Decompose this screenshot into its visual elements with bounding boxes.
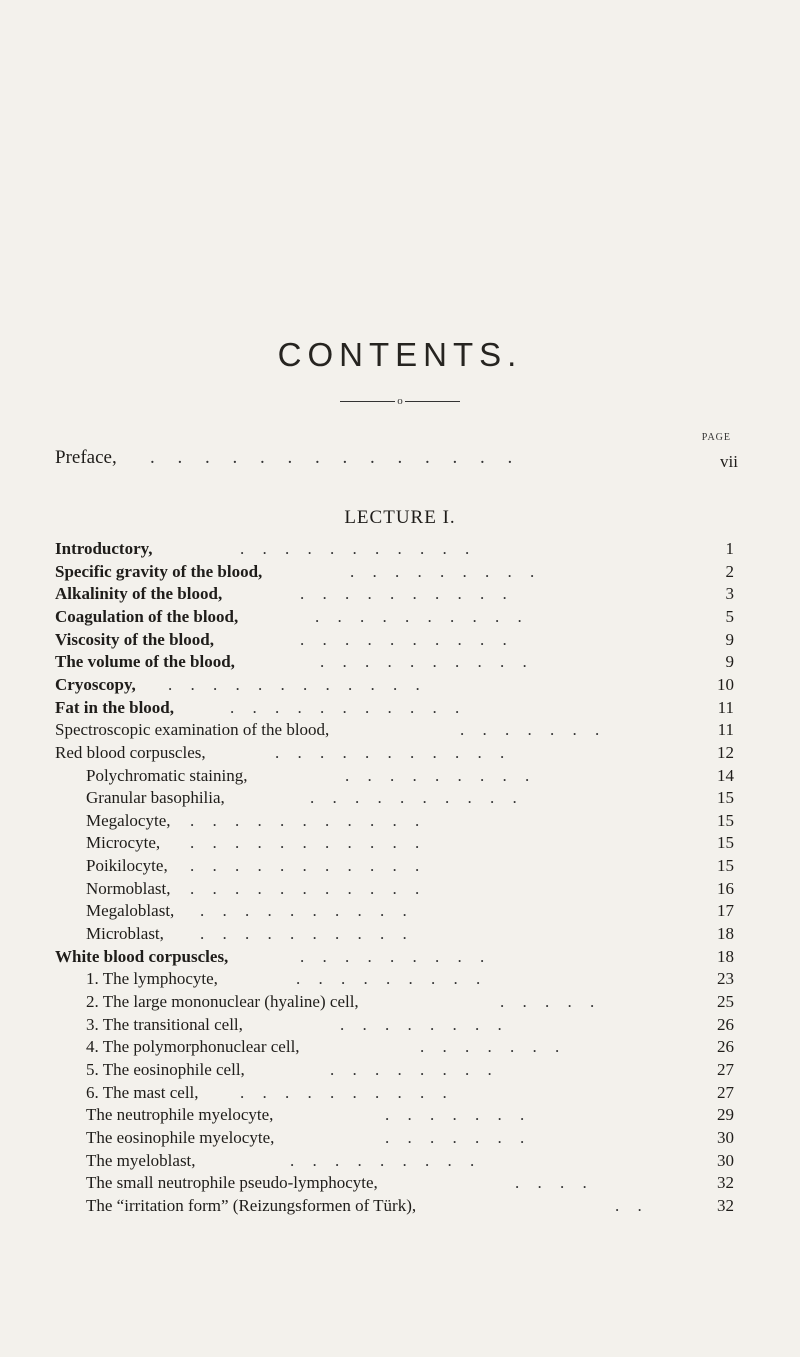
toc-entry-label: The “irritation form” (Reizungsformen of Türk),: [86, 1195, 417, 1215]
toc-entry: [0, 764, 800, 788]
toc-entry-leader: . . . . . . . . .: [300, 946, 492, 966]
toc-entry-page: 18: [717, 946, 734, 966]
toc-entry: [0, 1013, 800, 1037]
toc-entry-leader: . . . . . . . . . . .: [190, 810, 427, 830]
toc-entry-label: Coagulation of the blood,: [55, 606, 239, 626]
toc-entry-page: 12: [717, 742, 734, 762]
toc-entry-label: Cryoscopy,: [55, 674, 136, 694]
toc-entry-leader: . . . . . . . . .: [345, 765, 537, 785]
toc-entry-leader: . . . . . . . . . . .: [230, 697, 467, 717]
toc-entry-leader: . . . . . . .: [385, 1105, 532, 1125]
toc-entry-label: The small neutrophile pseudo-lymphocyte,: [86, 1173, 378, 1193]
toc-entry-page: 9: [725, 652, 734, 672]
toc-entry-page: 15: [717, 833, 734, 853]
toc-entry: [0, 945, 800, 969]
title-separator: [340, 395, 460, 407]
toc-entry-page: 27: [717, 1082, 734, 1102]
toc-entry-leader: . . . . . . . . . . .: [240, 539, 477, 558]
toc-entry: [0, 877, 800, 901]
toc-entry: [0, 831, 800, 855]
toc-entry: [0, 673, 800, 697]
toc-entry-page: 5: [725, 606, 734, 626]
toc-entry-preface: [0, 446, 800, 470]
toc-entry-page: 29: [717, 1105, 734, 1125]
toc-entry-page: 9: [725, 629, 734, 649]
toc-entry-page: 32: [717, 1195, 734, 1215]
toc-entry: [0, 560, 800, 584]
toc-entry-page: 27: [717, 1059, 734, 1079]
toc-entry-leader: . . . . . . . . .: [296, 969, 488, 989]
toc-entry-label: White blood corpuscles,: [55, 946, 229, 966]
separator-mark: o: [397, 395, 403, 407]
toc-entry-label: Microblast,: [86, 924, 164, 944]
toc-entry-label: The volume of the blood,: [55, 652, 235, 672]
toc-entry: [0, 1081, 800, 1105]
toc-entry: [0, 1126, 800, 1150]
toc-entry-page: 18: [717, 924, 734, 944]
toc-entry-page: vii: [720, 452, 738, 471]
lecture-heading: LECTURE I.: [344, 507, 456, 528]
toc-entry-label: 3. The transitional cell,: [86, 1014, 243, 1034]
toc-entry-leader: . . . . . . . . . .: [300, 629, 514, 649]
toc-entry-page: 25: [717, 992, 734, 1011]
toc-entry-leader: . . . . . . . .: [330, 1059, 499, 1079]
toc-entry-leader: . . . . . . . . . .: [320, 652, 534, 672]
toc-entry: [0, 1171, 800, 1195]
toc-entry-page: 17: [717, 901, 734, 921]
toc-entry: [0, 582, 800, 606]
toc-entry-leader: . . . . . . . . .: [290, 1150, 482, 1170]
toc-entry-label: 1. The lymphocyte,: [86, 969, 218, 989]
toc-entry: [0, 1194, 800, 1218]
toc-entry-leader: . . . . . . . . . . .: [190, 833, 427, 853]
toc-entry-label: 5. The eosinophile cell,: [86, 1059, 245, 1079]
toc-entry-leader: . . . . . . .: [385, 1127, 532, 1147]
toc-entry-page: 3: [725, 584, 734, 604]
toc-entry-leader: . . . . . . . . . . .: [190, 856, 427, 876]
toc-entry-label: Introductory,: [55, 539, 153, 558]
toc-entry: [0, 628, 800, 652]
toc-entry-page: 15: [717, 788, 734, 808]
toc-entry-label: 6. The mast cell,: [86, 1082, 199, 1102]
toc-entry: [0, 1149, 800, 1173]
toc-entry-leader: . . . .: [515, 1173, 594, 1193]
toc-entry-leader: . . . . . . . . .: [350, 561, 542, 581]
toc-entry-label: The myeloblast,: [86, 1150, 196, 1170]
toc-entry-leader: . . . . . . .: [420, 1037, 567, 1057]
toc-entry-label: Red blood corpuscles,: [55, 742, 206, 762]
separator-line-left: [340, 401, 395, 402]
toc-entry-leader: . . . . . . . . . .: [315, 606, 529, 626]
toc-entry-page: 15: [717, 856, 734, 876]
page-column-heading: PAGE: [701, 432, 731, 443]
toc-entry-leader: . . . . . . . . . .: [310, 788, 524, 808]
toc-entry-page: 16: [717, 878, 734, 898]
toc-entry-leader: . . . . . . . . . .: [200, 924, 414, 944]
toc-entry: [0, 537, 800, 561]
toc-entry-page: 11: [717, 720, 734, 740]
toc-entry-leader: . . . . . . . . . . . .: [168, 674, 427, 694]
toc-entry: [0, 1058, 800, 1082]
toc-entry: [0, 967, 800, 991]
toc-entry-label: Spectroscopic examination of the blood,: [55, 720, 330, 740]
toc-entry: [0, 854, 800, 878]
toc-entry: [0, 650, 800, 674]
toc-entry-label: Megaloblast,: [86, 901, 175, 921]
toc-entry: [0, 786, 800, 810]
toc-entry: [0, 696, 800, 720]
toc-entry-label: Preface,: [55, 447, 117, 468]
toc-entry: [0, 1035, 800, 1059]
toc-entry-label: Poikilocyte,: [86, 856, 168, 876]
toc-entry-label: Granular basophilia,: [86, 788, 225, 808]
toc-entry-page: 11: [717, 697, 734, 717]
toc-entry-label: The eosinophile myelocyte,: [86, 1127, 275, 1147]
toc-entry-page: 30: [717, 1127, 734, 1147]
toc-entry-label: 4. The polymorphonuclear cell,: [86, 1037, 300, 1057]
toc-entry-label: Polychromatic staining,: [86, 765, 248, 785]
toc-entry-label: Specific gravity of the blood,: [55, 561, 263, 581]
toc-entry: [0, 922, 800, 946]
toc-entry-page: 1: [725, 539, 734, 558]
toc-entry-leader: . . . . .: [500, 992, 602, 1011]
toc-entry-leader: . . . . . . . .: [340, 1014, 509, 1034]
toc-entry-leader: . .: [615, 1195, 649, 1215]
toc-entry-page: 23: [717, 969, 734, 989]
toc-entry: [0, 605, 800, 629]
toc-entry-label: Microcyte,: [86, 833, 161, 853]
toc-entry-label: Megalocyte,: [86, 810, 171, 830]
toc-entry-leader: . . . . . . . . . . . . . .: [150, 447, 522, 468]
toc-entry-page: 2: [725, 561, 734, 581]
toc-entry: [0, 899, 800, 923]
toc-entry: [0, 990, 800, 1014]
toc-entry-leader: . . . . . . . . . . .: [275, 742, 512, 762]
contents-title: CONTENTS.: [277, 336, 523, 373]
toc-entry: [0, 1103, 800, 1127]
toc-entry: [0, 809, 800, 833]
toc-entry-page: 15: [717, 810, 734, 830]
toc-entry-leader: . . . . . . . . . . .: [190, 878, 427, 898]
toc-entry: [0, 718, 800, 742]
toc-entry: [0, 741, 800, 765]
toc-entry-page: 26: [717, 1014, 734, 1034]
toc-entry-page: 26: [717, 1037, 734, 1057]
toc-entry-leader: . . . . . . .: [460, 720, 607, 740]
toc-entry-page: 14: [717, 765, 734, 785]
toc-entry-page: 32: [717, 1173, 734, 1193]
separator-line-right: [405, 401, 460, 402]
toc-entry-label: Normoblast,: [86, 878, 171, 898]
toc-entry-label: Fat in the blood,: [55, 697, 175, 717]
toc-entry-leader: . . . . . . . . . .: [300, 584, 514, 604]
toc-entry-page: 30: [717, 1150, 734, 1170]
toc-entry-page: 10: [717, 674, 734, 694]
toc-entry-leader: . . . . . . . . . .: [200, 901, 414, 921]
toc-entry-label: Alkalinity of the blood,: [55, 584, 223, 604]
toc-entry-leader: . . . . . . . . . .: [240, 1082, 454, 1102]
toc-entry-label: The neutrophile myelocyte,: [86, 1105, 274, 1125]
toc-entry-label: Viscosity of the blood,: [55, 629, 214, 649]
toc-entry-label: 2. The large mononuclear (hyaline) cell,: [86, 992, 359, 1011]
